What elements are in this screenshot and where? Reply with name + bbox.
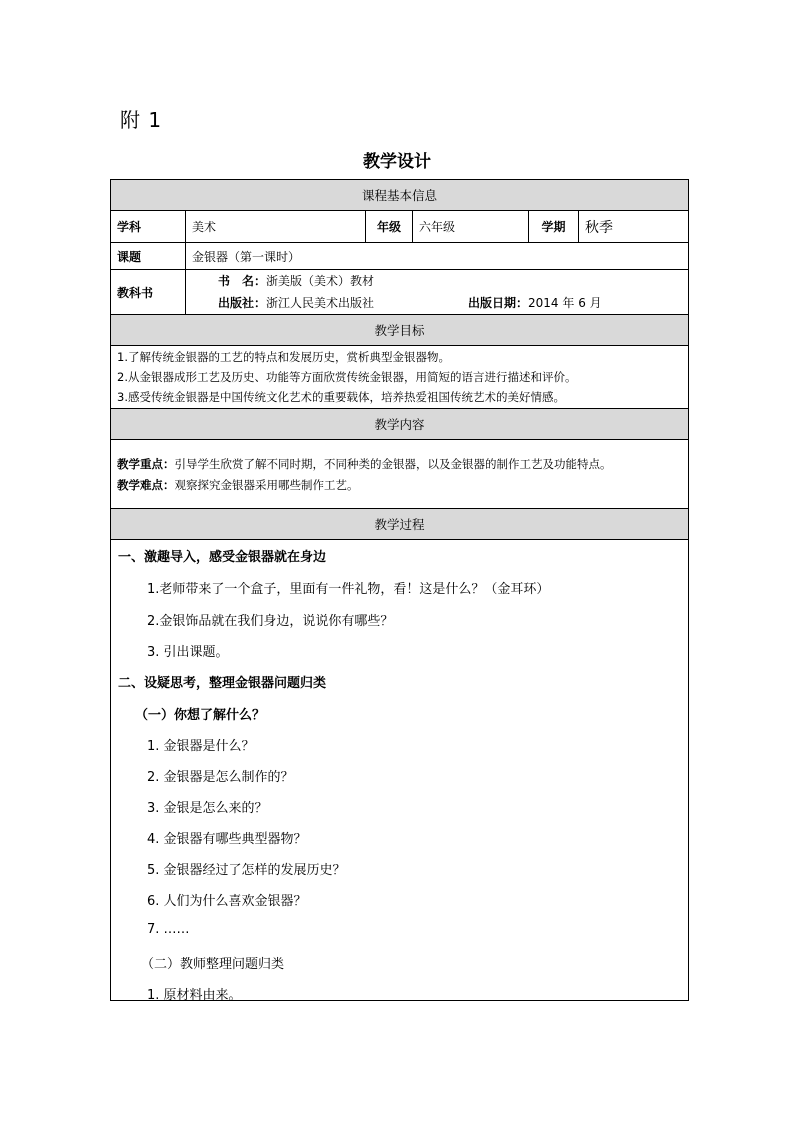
goals-header-row [111,315,689,346]
term-value: 秋季 [579,211,689,243]
book-name-value: 浙美版（美术）教材 [266,274,375,288]
document-title: 教学设计 [363,152,431,172]
term-label: 学期 [529,211,579,243]
basic-info-header: 课程基本信息 [111,180,689,211]
process-header-row [111,509,689,540]
pub-date-label: 出版日期： [468,296,529,310]
goal-item: 3.感受传统金银器是中国传统文化艺术的重要载体，培养热爱祖国传统艺术的美好情感。 [117,390,565,404]
topic-label: 课题 [111,243,186,270]
subject-label: 学科 [111,211,186,243]
publisher-value: 浙江人民美术出版社 [266,296,375,310]
content-row [111,440,689,509]
list-item: 3. 金银是怎么来的？ [147,801,268,816]
list-item: 1. 金银器是什么？ [147,739,255,754]
subsection-1-title: （一）你想了解什么？ [135,708,266,723]
content-header-row [111,409,689,440]
key-point-text: 引导学生欣赏了解不同时期，不同种类的金银器，以及金银器的制作工艺及功能特点。 [174,456,612,471]
difficult-point-label: 教学难点： [117,477,175,492]
book-name-line [218,270,682,292]
section-1-title: 一、激趣导入，感受金银器就在身边 [118,550,327,565]
goal-item: 1.了解传统金银器的工艺的特点和发展历史，赏析典型金银器物。 [117,350,450,364]
list-item: 2. 金银器是怎么制作的？ [147,770,294,785]
book-name-label: 书 名： [218,274,267,288]
process-header: 教学过程 [111,509,689,540]
goals-cell [111,346,689,409]
goal-item: 2.从金银器成形工艺及历史、功能等方面欣赏传统金银器，用简短的语言进行描述和评价。 [117,370,577,384]
list-item: 6. 人们为什么喜欢金银器？ [147,894,307,909]
publisher-line [218,292,682,314]
difficult-point [117,475,682,495]
section-2-title: 二、设疑思考，整理金银器问题归类 [118,676,327,691]
key-point-label: 教学重点： [117,456,175,471]
list-item: 1.老师带来了一个盒子，里面有一件礼物，看！这是什么？（金耳环） [147,582,550,597]
process-row [111,540,689,1001]
grade-label: 年级 [366,211,413,243]
list-item: 1. 原材料由来。 [147,988,242,1003]
appendix-label: 附 1 [120,108,163,132]
content-header: 教学内容 [111,409,689,440]
content-cell [111,440,689,509]
pub-date-value: 2014 年 6 月 [528,296,602,310]
difficult-point-text: 观察探究金银器采用哪些制作工艺。 [174,477,359,492]
subject-value: 美术 [186,211,366,243]
process-content [111,540,689,1003]
goals-header: 教学目标 [111,315,689,346]
subject-row [111,211,689,243]
subsection-2-title: （二）教师整理问题归类 [141,957,285,972]
list-item: 4. 金银器有哪些典型器物？ [147,832,307,847]
basic-info-header-row [111,180,689,211]
goals-row [111,346,689,409]
lesson-plan-table [110,179,689,1001]
textbook-label: 教科书 [111,270,186,315]
topic-row [111,243,689,270]
list-item: 2.金银饰品就在我们身边，说说你有哪些？ [147,614,394,629]
list-item: 5. 金银器经过了怎样的发展历史？ [147,863,346,878]
topic-value: 金银器（第一课时） [186,243,689,270]
key-point [117,454,682,475]
publisher-label: 出版社： [218,296,267,310]
textbook-info [186,270,689,315]
grade-value: 六年级 [413,211,529,243]
list-item: 3. 引出课题。 [147,645,229,660]
list-item: 7. …… [147,922,190,937]
textbook-row [111,270,689,315]
process-cell [111,540,689,1001]
